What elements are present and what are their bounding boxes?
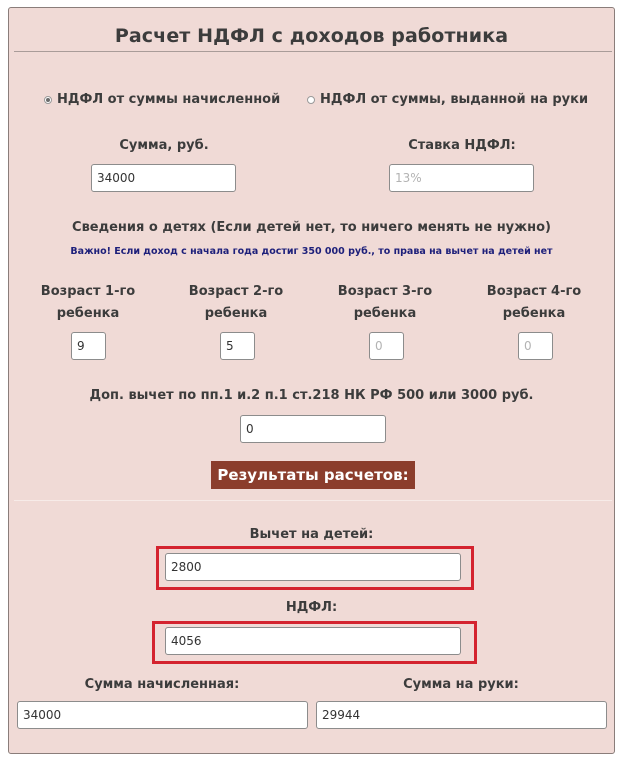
child-2-label-line2: ребенка bbox=[204, 306, 268, 321]
child-1-age-input[interactable]: 9 bbox=[71, 332, 106, 360]
child-1-label-line1: Возраст 1-го bbox=[40, 284, 136, 299]
children-deduction-label: Вычет на детей: bbox=[249, 527, 374, 542]
accrued-output[interactable]: 34000 bbox=[17, 701, 308, 729]
child-2-label-line1: Возраст 2-го bbox=[188, 284, 284, 299]
child-2-label bbox=[181, 281, 291, 325]
child-3-label bbox=[330, 281, 440, 325]
radio-net-label[interactable]: НДФЛ от суммы, выданной на руки bbox=[320, 92, 589, 107]
extra-deduction-input[interactable]: 0 bbox=[240, 415, 386, 443]
title-divider bbox=[14, 51, 612, 52]
amount-label: Сумма, руб. bbox=[119, 138, 209, 153]
results-title: Результаты расчетов: bbox=[211, 461, 415, 489]
children-note: Важно! Если доход с начала года достиг 350 000 руб., то права на вычет на детей нет bbox=[70, 246, 553, 257]
ndfl-output[interactable]: 4056 bbox=[165, 627, 461, 655]
ndfl-label: НДФЛ: bbox=[285, 600, 338, 615]
accrued-label: Сумма начисленная: bbox=[84, 677, 240, 692]
page-title: Расчет НДФЛ с доходов работника bbox=[114, 25, 509, 47]
child-4-age-input[interactable]: 0 bbox=[518, 332, 553, 360]
radio-accrued-label[interactable]: НДФЛ от суммы начисленной bbox=[57, 92, 281, 107]
radio-accrued-indicator[interactable] bbox=[44, 96, 52, 104]
child-4-label-line1: Возраст 4-го bbox=[486, 284, 582, 299]
amount-input[interactable]: 34000 bbox=[91, 164, 236, 192]
child-3-label-line2: ребенка bbox=[353, 306, 417, 321]
child-3-age-input[interactable]: 0 bbox=[369, 332, 404, 360]
radio-net-indicator[interactable] bbox=[307, 96, 315, 104]
children-deduction-output[interactable]: 2800 bbox=[165, 553, 461, 581]
net-label: Сумма на руки: bbox=[403, 677, 519, 692]
child-1-label-line2: ребенка bbox=[56, 306, 120, 321]
rate-label: Ставка НДФЛ: bbox=[408, 138, 516, 153]
child-1-label bbox=[33, 281, 143, 325]
extra-deduction-label: Доп. вычет по пп.1 и.2 п.1 ст.218 НК РФ 500 или 3000 руб. bbox=[89, 388, 534, 403]
children-heading: Сведения о детях (Если детей нет, то ничего менять не нужно) bbox=[72, 220, 551, 235]
radio-net[interactable] bbox=[307, 92, 588, 107]
net-output[interactable]: 29944 bbox=[316, 701, 607, 729]
calculator-panel bbox=[8, 7, 615, 754]
radio-accrued[interactable] bbox=[44, 92, 280, 107]
child-4-label bbox=[479, 281, 589, 325]
child-2-age-input[interactable]: 5 bbox=[220, 332, 255, 360]
results-divider bbox=[14, 500, 612, 501]
rate-input[interactable]: 13% bbox=[389, 164, 534, 192]
child-3-label-line1: Возраст 3-го bbox=[337, 284, 433, 299]
child-4-label-line2: ребенка bbox=[502, 306, 566, 321]
